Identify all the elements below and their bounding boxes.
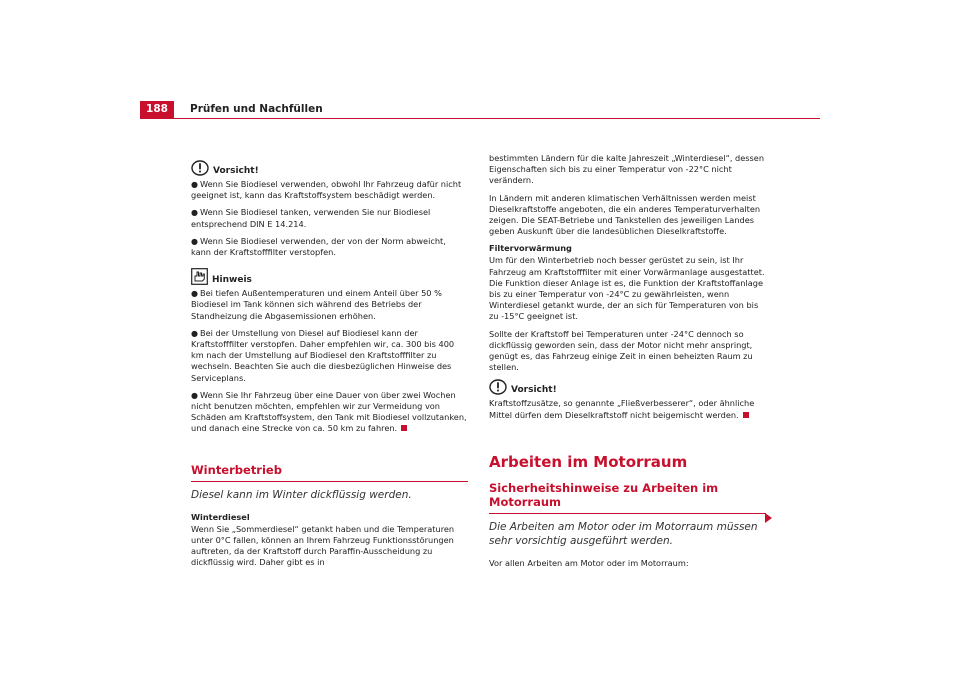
hint-label: Hinweis xyxy=(212,275,252,286)
end-mark-icon xyxy=(743,412,749,418)
caution-item: ● Wenn Sie Biodiesel verwenden, der von der Norm abweicht, kann der Kraftstofffilter verstopfen. xyxy=(191,235,446,258)
section-title-sicherheitshinweise: Sicherheitshinweise zu Arbeiten im Motorraum xyxy=(489,481,766,514)
caution-item: ● Wenn Sie Biodiesel verwenden, obwohl Ihr Fahrzeug dafür nicht geeignet ist, kann das Kraftstoffsystem beschädigt werden. xyxy=(191,179,462,201)
bullet-icon: ● xyxy=(191,236,198,246)
hint-heading xyxy=(191,268,468,285)
hint-item: ● Bei tiefen Außentemperaturen und einem Anteil über 50 % Biodiesel im Tank können sich während des Betriebs der Standheizung die Abgasemissionen erhöhen. xyxy=(191,288,442,321)
bullet-icon: ● xyxy=(191,180,198,189)
running-header-title: Prüfen und Nachfüllen xyxy=(190,103,323,115)
end-mark-icon xyxy=(401,425,407,431)
paragraph: In Ländern mit anderen klimatischen Verhältnissen werden meist Dieselkraftstoffe angeboten, die ein anderes Temperaturverhalten zeigen. Die SEAT-Betriebe und Tankstellen des jeweiligen Landes geben Auskunft über die landesüblichen Dieselkraftstoffe. xyxy=(489,192,761,237)
header-rule xyxy=(140,118,820,119)
chapter-title: Arbeiten im Motorraum xyxy=(489,452,688,471)
section-subtitle: Diesel kann im Winter dickflüssig werden. xyxy=(191,488,412,501)
bullet-icon: ● xyxy=(191,289,198,299)
subheading-filtervorwaermung: Filtervorwärmung xyxy=(489,243,572,254)
paragraph: bestimmten Ländern für die kalte Jahreszeit „Winterdiesel“, dessen Eigenschaften sich bis zu einer Temperatur von -22°C nicht verändern. xyxy=(489,153,765,186)
paragraph: Um für den Winterbetrieb noch besser gerüstet zu sein, ist Ihr Fahrzeug am Kraftstofffilter mit einer Vorwärmanlage ausgestattet. Die Funktion dieser Anlage ist es, die Funktion der Kraftstoffanlage bis zu einer Temperatur von -24°C zu gewährleisten, wenn Winterdiesel getankt wurde, der an sich für Temperaturen von bis zu -15°C geeignet ist. xyxy=(489,255,765,322)
bullet-icon: ● xyxy=(191,390,198,400)
paragraph: Vor allen Arbeiten am Motor oder im Motorraum: xyxy=(489,557,689,568)
warning-icon xyxy=(489,379,507,395)
caution-item: ● Wenn Sie Biodiesel tanken, verwenden Sie nur Biodiesel entsprechend DIN E 14.214. xyxy=(191,207,431,229)
caution-label: Vorsicht! xyxy=(511,385,557,396)
caution-heading xyxy=(489,379,766,395)
left-column xyxy=(191,156,468,574)
caution-heading xyxy=(191,160,468,176)
winterdiesel-text: Wenn Sie „Sommerdiesel“ getankt haben und die Temperaturen unter 0°C fallen, können an Ihrem Fahrzeug Funktionsstörungen auftreten, da der Kraftstoff durch Paraffin-Ausscheidung zu dickflüssig wird. Daher gibt es in xyxy=(191,523,455,568)
hint-item: ● Wenn Sie Ihr Fahrzeug über eine Dauer von über zwei Wochen nicht benutzen möchten, empfehlen wir zur Vermeidung von Schäden am Kraftstoffsystem, den Tank mit Biodiesel vollzutanken, und danach eine Strecke von ca. 50 km zu fahren. xyxy=(191,389,467,434)
paragraph: Sollte der Kraftstoff bei Temperaturen unter -24°C dennoch so dickflüssig geworden sein, dass der Motor nicht mehr anspringt, genügt es, das Fahrzeug einige Zeit in einen beheizten Raum zu stellen. xyxy=(489,328,753,373)
bullet-icon: ● xyxy=(191,328,198,338)
warning-icon xyxy=(191,160,209,176)
hint-hand-icon xyxy=(191,268,208,285)
bullet-icon: ● xyxy=(191,208,198,218)
section-title-winterbetrieb: Winterbetrieb xyxy=(191,463,468,482)
subheading-winterdiesel: Winterdiesel xyxy=(191,511,250,522)
continue-arrow-icon xyxy=(765,513,772,523)
page-number: 188 xyxy=(140,101,174,118)
section-subtitle: Die Arbeiten am Motor oder im Motorraum müssen sehr vorsichtig ausgeführt werden. xyxy=(489,520,758,547)
hint-item: ● Bei der Umstellung von Diesel auf Biodiesel kann der Kraftstofffilter verstopfen. Daher empfehlen wir, ca. 300 bis 400 km nach der Umstellung auf Biodiesel den Kraftstofffilter zu wechseln. Beachten Sie auch die diesbezüglichen Hinweise des Serviceplans. xyxy=(191,327,455,383)
right-column xyxy=(489,153,766,575)
caution-text: Kraftstoffzusätze, so genannte „Fließverbesserer“, oder ähnliche Mittel dürfen dem Dieselkraftstoff nicht beigemischt werden. xyxy=(489,398,755,420)
caution-label: Vorsicht! xyxy=(213,166,259,176)
